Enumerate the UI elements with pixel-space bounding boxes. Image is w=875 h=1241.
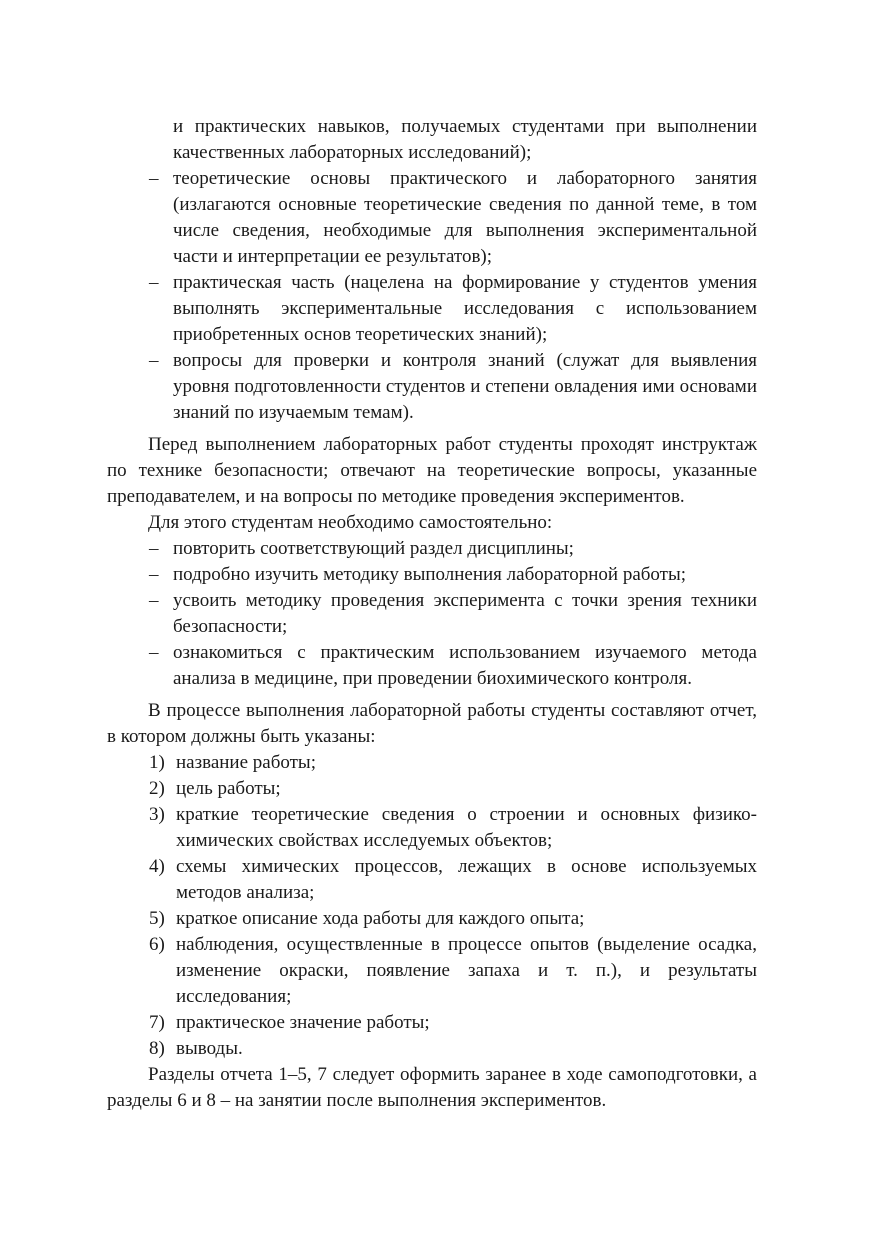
number-marker: 4): [149, 856, 165, 877]
list-item-text: усвоить методику проведения эксперимента с точки зрения техники безопасности;: [173, 590, 757, 637]
number-marker: 1): [149, 752, 165, 773]
list-item: [107, 1036, 757, 1062]
paragraph-report: В процессе выполнения лабораторной работы студенты составляют отчет, в котором должны быть указаны:: [107, 700, 757, 747]
paragraph-final: Разделы отчета 1–5, 7 следует оформить заранее в ходе самоподготовки, а разделы 6 и 8 – на занятии после выполнения экспериментов.: [107, 1064, 757, 1111]
list-item-text: схемы химических процессов, лежащих в основе используемых методов анализа;: [176, 856, 757, 903]
dash-marker: –: [149, 564, 159, 585]
number-marker: 8): [149, 1038, 165, 1059]
list-item: [107, 1010, 757, 1036]
list-item: [107, 166, 757, 270]
list-item: [107, 562, 757, 588]
list-item: [107, 536, 757, 562]
dash-marker: –: [149, 538, 159, 559]
list-item-text: теоретические основы практического и лабораторного занятия (излагаются основные теоретические сведения по данной теме, в том числе сведения, необходимые для выполнения экспериментальной части и интерпретации ее результатов);: [173, 168, 757, 267]
list-item-text: название работы;: [176, 752, 316, 773]
intro-continuation: и практических навыков, получаемых студентами при выполнении качественных лабораторных исследований);: [173, 116, 757, 163]
dash-marker: –: [149, 590, 159, 611]
number-marker: 2): [149, 778, 165, 799]
number-marker: 5): [149, 908, 165, 929]
list-item-text: краткие теоретические сведения о строении и основных физико-химических свойствах исследуемых объектов;: [176, 804, 757, 851]
list-item: [107, 348, 757, 426]
list-item: [107, 802, 757, 854]
paragraph-briefing: Перед выполнением лабораторных работ студенты проходят инструктаж по технике безопасности; отвечают на теоретические вопросы, указанные преподавателем, и на вопросы по методике проведения экспериментов.: [107, 434, 757, 507]
list-item: [107, 776, 757, 802]
number-marker: 3): [149, 804, 165, 825]
list-item-text: практическая часть (нацелена на формирование у студентов умения выполнять экспериментальные исследования с использованием приобретенных основ теоретических знаний);: [173, 272, 757, 345]
list-item: [107, 270, 757, 348]
list-item: [107, 750, 757, 776]
list-item-text: цель работы;: [176, 778, 281, 799]
dash-marker: –: [149, 168, 159, 189]
number-marker: 7): [149, 1012, 165, 1033]
dash-marker: –: [149, 350, 159, 371]
list-item-text: вопросы для проверки и контроля знаний (служат для выявления уровня подготовленности студентов и степени овладения ими основами знаний по изучаемым темам).: [173, 350, 757, 423]
document-page: [107, 114, 757, 1114]
dash-marker: –: [149, 272, 159, 293]
list-item: [107, 906, 757, 932]
list-item-text: подробно изучить методику выполнения лабораторной работы;: [173, 564, 687, 585]
list-item: [107, 640, 757, 692]
list-item: [107, 932, 757, 1010]
list-item-text: краткое описание хода работы для каждого опыта;: [176, 908, 585, 929]
list-item-text: повторить соответствующий раздел дисциплины;: [173, 538, 574, 559]
list-item-text: наблюдения, осуществленные в процессе опытов (выделение осадка, изменение окраски, появление запаха и т. п.), и результаты исследования;: [176, 934, 757, 1007]
report-list: [107, 750, 757, 1062]
paragraph-self-study: Для этого студентам необходимо самостоятельно:: [148, 512, 553, 533]
list-item: [107, 854, 757, 906]
structure-list: [107, 166, 757, 426]
dash-marker: –: [149, 642, 159, 663]
list-item-text: практическое значение работы;: [176, 1012, 430, 1033]
list-item-text: ознакомиться с практическим использованием изучаемого метода анализа в медицине, при проведении биохимического контроля.: [173, 642, 757, 689]
list-item: [107, 588, 757, 640]
list-item-text: выводы.: [176, 1038, 243, 1059]
number-marker: 6): [149, 934, 165, 955]
self-study-list: [107, 536, 757, 692]
